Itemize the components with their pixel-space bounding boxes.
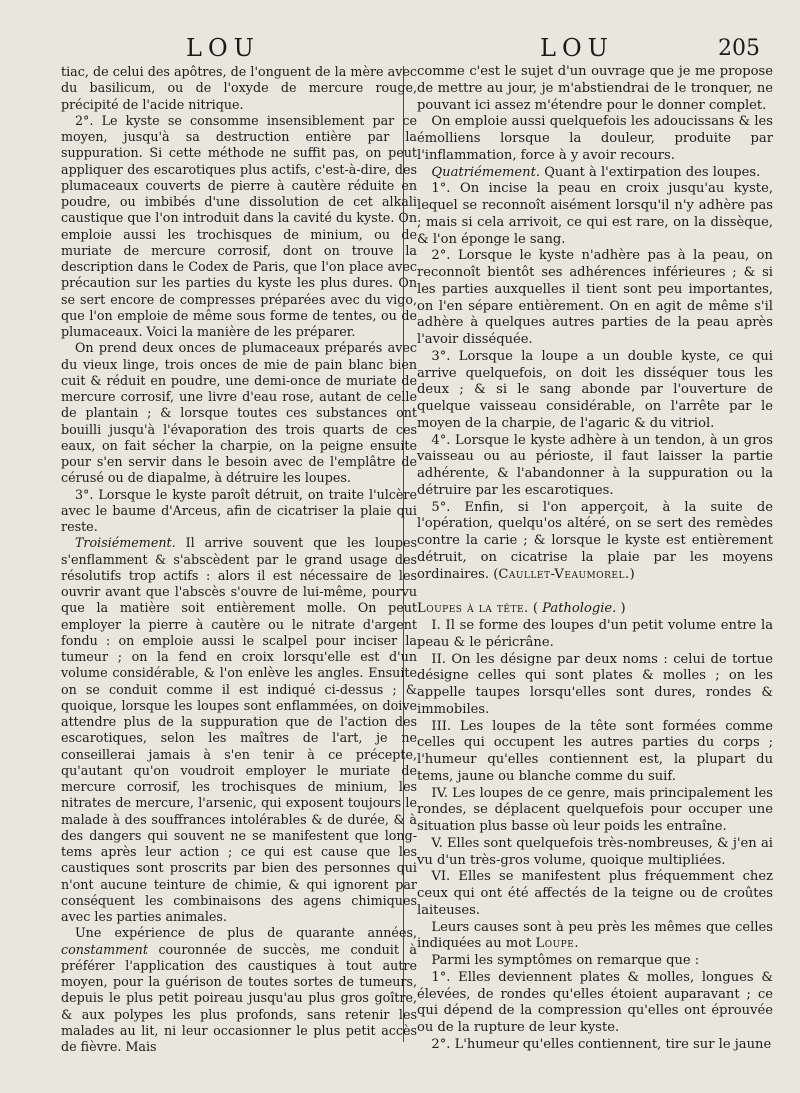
author-signature: Caullet-Veaumorel. (498, 566, 630, 582)
paragraph (417, 165, 773, 182)
paragraph: 2°. Lorsque le kyste n'adhère pas à la peau, on reconnoît bientôt ses adhérences inférieures ; & si les parties auxquelles il tient sont peu importantes, on l'en sépare entièrement. On en agit de même s'il adhère à quelques autres parties de la peau après l'avoir disséquée. (417, 248, 773, 347)
italic-word: constamment (61, 941, 148, 957)
paragraph: On emploie aussi quelquefois les adoucissans & les émolliens lorsque la douleur, produite par l'inflammation, force à y avoir recours. (417, 114, 773, 163)
paragraph (417, 500, 773, 584)
paragraph: V. Elles sont quelquefois très-nombreuses, & j'en ai vu d'un très-gros volume, quoique multipliées. (417, 835, 773, 868)
paragraph-text: ) (629, 566, 635, 582)
paragraph (61, 925, 417, 1055)
section-lead: Troisiémement. (74, 535, 176, 551)
paragraph: On prend deux onces de plumaceaux préparés avec du vieux linge, trois onces de mie de pain blanc bien cuit & réduit en poudre, une demi-once de muriate de mercure corrosif, une livre d'eau rose, autant de celle de plantain ; & lorsque toutes ces substances ont bouilli jusqu'à l'évaporation des trois quarts de ces eaux, on fait sécher la charpie, on la peigne ensuite pour s'en servir dans le besoin avec de l'emplâtre de cérusé ou de diapalme, à détruire les loupes. (61, 340, 417, 486)
paragraph-text: Il arrive souvent que les loupes s'enflamment & s'abscèdent par le grand usage des résolutifs trop actifs : alors il est nécessaire de les ouvrir avant que l'abscès s'ouvre de lui-même, pourvu que la matière soit entièrement molle. On peut employer la pierre à cautère ou le nitrate d'argent fondu : on emploie aussi le scalpel pour inciser la tumeur ; on la fend en croix lorsqu'elle est d'un volume considérable, & l'on enlève les angles. Ensuite on se conduit comme il est indiqué ci-dessus ; & quoique, lorsque les loupes sont enflammées, on doive attendre plus de la suppuration que de l'action des escarotiques, selon les maîtres de l'art, je ne conseillerai jamais à s'en tenir à ce précepte, qu'autant qu'on voudroit employer le muriate de mercure corrosif, les trochisques de minium, les nitrates de mercure, l'arsenic, qui exposent toujours le malade à des souffrances intolérables & de durée, & à des dangers qui souvent ne se manifestent que long-tems après leur action ; ce qui est cause que les caustiques sont proscrits par bien des personnes qui n'ont aucune teinture de chimie, & qui ignorent par conséquent les combinaisons des agens chimiques avec les parties animales. (61, 535, 417, 924)
paragraph-text: 5°. Enfin, si l'on apperçoit, à la suite de l'opération, quelqu'os altéré, on se sert des remèdes contre la carie ; & lorsque le kyste est entièrement détruit, on cicatrise la plaie par les moyens ordinaires. ( (417, 499, 773, 582)
section-lead: Quatriémement. (431, 164, 541, 180)
section-heading (417, 601, 773, 618)
paragraph: I. Il se forme des loupes d'un petit volume entre la peau & le péricrâne. (417, 618, 773, 650)
paren: ) (616, 601, 626, 617)
paragraph: IV. Les loupes de ce genre, mais principalement les rondes, se déplacent quelquefois pour occuper une situation plus basse où leur poids les entraîne. (417, 785, 773, 834)
paragraph: comme c'est le sujet d'un ouvrage que je me propose de mettre au jour, je m'abstiendrai de le tronquer, ne pouvant ici assez m'étendre pour le donner complet. (417, 64, 773, 113)
paragraph (417, 920, 773, 954)
paragraph-text: couronnée de succès, me conduit à préférer l'application des caustiques à tout autre moyen, pour la guérison de toutes sortes de tumeurs, depuis le plus petit poireau jusqu'au plus gros goître, & aux polypes les plus profonds, sans retenir les malades au lit, ni leur occasionner le plus petit accès de fièvre. Mais (61, 941, 417, 1054)
paragraph: 2°. Le kyste se consomme insensiblement par ce moyen, jusqu'à sa destruction entière par la suppuration. Si cette méthode ne suffit pas, on peut appliquer des escarotiques plus actifs, c'est-à-dire, des plumaceaux couverts de pierre à cautère réduite en poudre, ou imbibés d'une dissolution de cet alkali caustique que l'on introduit dans la cavité du kyste. On emploie aussi les trochisques de minium, ou de muriate de mercure corrosif, dont on trouve la description dans le Codex de Paris, que l'on place avec précaution sur les parties du kyste les plus dures. On se sert encore de compresses préparées avec du vigo, que l'on emploie de même sous forme de tentes, ou de plumaceaux. Voici la manière de les préparer. (61, 112, 417, 339)
section-title: Loupes à la tête. (417, 601, 529, 617)
section-category: Pathologie. (542, 601, 617, 617)
paragraph: 4°. Lorsque le kyste adhère à un tendon, à un gros vaisseau ou au périoste, il faut laisser la partie adhérente, & l'abandonner à la suppuration ou la détruire par les escarotiques. (417, 432, 773, 498)
paragraph (61, 535, 417, 925)
paragraph: Parmi les symptômes on remarque que : (431, 953, 700, 968)
paragraph: 3°. Lorsque la loupe a un double kyste, ce qui arrive quelquefois, on doit les disséquer tous les deux ; & si le sang abonde par l'ouverture de quelque vaisseau considérable, on l'arrête par le moyen de la charpie, de l'agaric & du vitriol. (417, 348, 773, 431)
paragraph-text: Une expérience de plus de quarante années, (74, 925, 417, 941)
paragraph: II. On les désigne par deux noms : celui de tortue désigne celles qui sont plates & molles ; on les appelle taupes lorsqu'elles sont dures, rondes & immobiles. (417, 651, 773, 717)
running-head-left: LOU (186, 34, 260, 62)
right-column (417, 64, 773, 1054)
paragraph: 2°. L'humeur qu'elles contiennent, tire sur le jaune (431, 1036, 772, 1052)
paragraph: 1°. On incise la peau en croix jusqu'au kyste, lequel se reconnoît aisément lorsqu'il n'y adhère pas ; mais si cela arrivoit, ce qui est rare, on la dissèque, & l'on éponge le sang. (417, 181, 773, 247)
page-number: 205 (718, 36, 760, 61)
paragraph: VI. Elles se manifestent plus fréquemment chez ceux qui ont été affectés de la teigne ou de croûtes laiteuses. (417, 869, 773, 918)
running-head-right: LOU (540, 34, 614, 62)
paragraph: tiac, de celui des apôtres, de l'onguent de la mère avec du basilicum, ou de l'oxyde de mercure rouge, précipité de l'acide nitrique. (61, 64, 417, 112)
paragraph: III. Les loupes de la tête sont formées comme celles qui occupent les autres parties du corps ; l'humeur qu'elles contiennent est, la plupart du tems, jaune ou blanche comme du suif. (417, 718, 773, 784)
cross-reference: Loupe (535, 936, 575, 952)
paragraph: 3°. Lorsque le kyste paroît détruit, on traite l'ulcère avec le baume d'Arceus, afin de cicatriser la plaie qui reste. (61, 486, 417, 534)
paragraph-text: Quant à l'extirpation des loupes. (540, 164, 761, 180)
paragraph-text: Leurs causes sont à peu près les mêmes que celles indiquées au mot (417, 919, 773, 952)
paragraph-text: . (574, 936, 579, 952)
paren: ( (528, 601, 543, 617)
paragraph: 1°. Elles deviennent plates & molles, longues & élevées, de rondes qu'elles étoient auparavant ; ce qui dépend de la compression qu'elles ont éprouvée ou de la rupture de leur kyste. (417, 969, 773, 1035)
left-column (61, 64, 417, 1055)
